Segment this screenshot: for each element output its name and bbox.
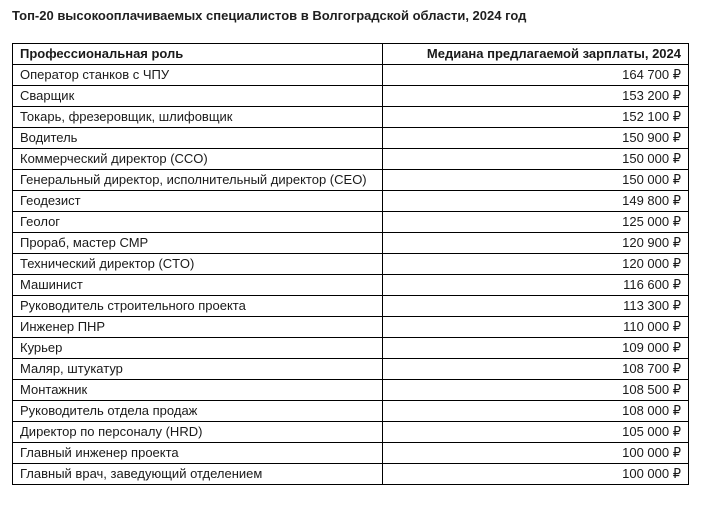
salary-cell: 150 000 ₽: [383, 170, 689, 191]
salary-cell: 100 000 ₽: [383, 464, 689, 485]
role-cell: Токарь, фрезеровщик, шлифовщик: [13, 107, 383, 128]
table-row: [13, 443, 689, 464]
table-row: [13, 359, 689, 380]
table-row: [13, 275, 689, 296]
role-cell: Оператор станков с ЧПУ: [13, 65, 383, 86]
salary-cell: 100 000 ₽: [383, 443, 689, 464]
role-cell: Инженер ПНР: [13, 317, 383, 338]
salary-cell: 108 700 ₽: [383, 359, 689, 380]
salary-cell: 164 700 ₽: [383, 65, 689, 86]
role-cell: Прораб, мастер СМР: [13, 233, 383, 254]
role-cell: Водитель: [13, 128, 383, 149]
salary-cell: 108 000 ₽: [383, 401, 689, 422]
salary-cell: 120 000 ₽: [383, 254, 689, 275]
role-cell: Сварщик: [13, 86, 383, 107]
table-header-row: [13, 44, 689, 65]
salary-cell: 108 500 ₽: [383, 380, 689, 401]
table-row: [13, 128, 689, 149]
salary-cell: 149 800 ₽: [383, 191, 689, 212]
table-row: [13, 107, 689, 128]
table-row: [13, 317, 689, 338]
table-row: [13, 254, 689, 275]
role-cell: Маляр, штукатур: [13, 359, 383, 380]
role-cell: Машинист: [13, 275, 383, 296]
role-cell: Коммерческий директор (CCO): [13, 149, 383, 170]
salary-table: [12, 43, 689, 485]
table-row: [13, 338, 689, 359]
role-cell: Технический директор (CTO): [13, 254, 383, 275]
role-cell: Руководитель строительного проекта: [13, 296, 383, 317]
salary-cell: 153 200 ₽: [383, 86, 689, 107]
table-row: [13, 233, 689, 254]
salary-cell: 105 000 ₽: [383, 422, 689, 443]
page-title: Топ-20 высокооплачиваемых специалистов в Волгоградской области, 2024 год: [12, 8, 527, 23]
table-row: [13, 86, 689, 107]
salary-cell: 116 600 ₽: [383, 275, 689, 296]
table-row: [13, 212, 689, 233]
table-body: [13, 65, 689, 485]
role-cell: Директор по персоналу (HRD): [13, 422, 383, 443]
column-header-salary: Медиана предлагаемой зарплаты, 2024: [383, 44, 689, 65]
table-row: [13, 401, 689, 422]
role-cell: Генеральный директор, исполнительный директор (CEO): [13, 170, 383, 191]
column-header-role: Профессиональная роль: [13, 44, 383, 65]
salary-cell: 150 000 ₽: [383, 149, 689, 170]
salary-cell: 150 900 ₽: [383, 128, 689, 149]
table-row: [13, 296, 689, 317]
role-cell: Геолог: [13, 212, 383, 233]
table-row: [13, 422, 689, 443]
salary-cell: 120 900 ₽: [383, 233, 689, 254]
table-row: [13, 380, 689, 401]
role-cell: Главный врач, заведующий отделением: [13, 464, 383, 485]
salary-cell: 152 100 ₽: [383, 107, 689, 128]
salary-cell: 110 000 ₽: [383, 317, 689, 338]
table-row: [13, 149, 689, 170]
role-cell: Руководитель отдела продаж: [13, 401, 383, 422]
role-cell: Геодезист: [13, 191, 383, 212]
table-row: [13, 170, 689, 191]
role-cell: Курьер: [13, 338, 383, 359]
table-row: [13, 191, 689, 212]
role-cell: Монтажник: [13, 380, 383, 401]
salary-cell: 125 000 ₽: [383, 212, 689, 233]
salary-cell: 109 000 ₽: [383, 338, 689, 359]
table-row: [13, 464, 689, 485]
table-row: [13, 65, 689, 86]
role-cell: Главный инженер проекта: [13, 443, 383, 464]
salary-cell: 113 300 ₽: [383, 296, 689, 317]
